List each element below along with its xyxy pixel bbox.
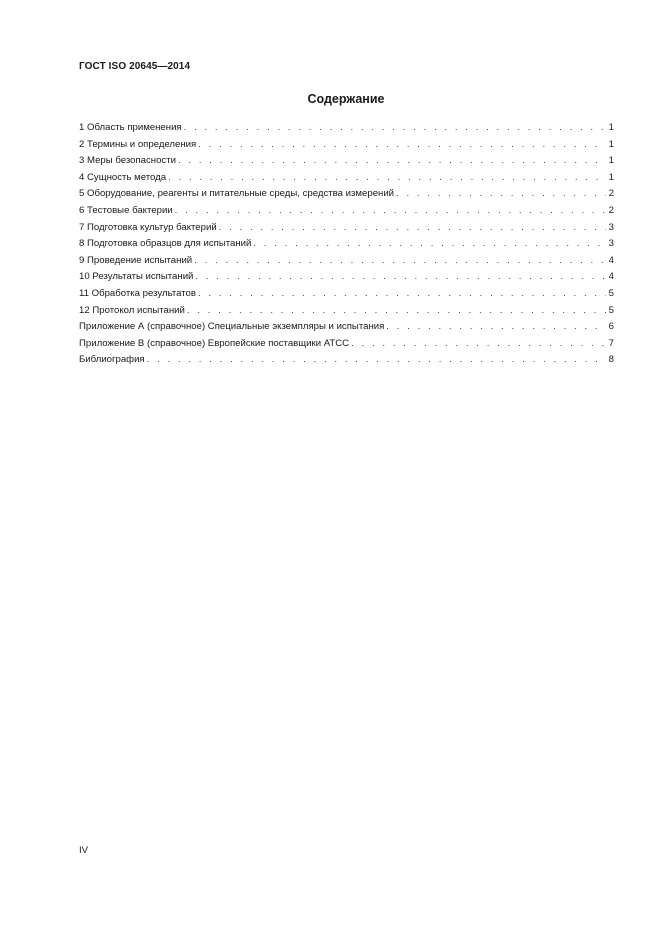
toc-entry-page: 2 <box>608 204 614 216</box>
toc-entry-label: 3 Меры безопасности <box>79 155 176 167</box>
document-header: ГОСТ ISO 20645—2014 <box>79 61 191 72</box>
toc-entry[interactable] <box>79 238 614 255</box>
toc-entry-label: Библиография <box>79 354 145 366</box>
toc-entry[interactable] <box>79 321 614 338</box>
toc-entry[interactable] <box>79 271 614 288</box>
toc-entry-label: 7 Подготовка культур бактерий <box>79 221 217 233</box>
toc-leader-dots <box>184 122 606 133</box>
toc-entry-page: 1 <box>608 122 614 133</box>
toc-entry-page: 7 <box>608 337 614 349</box>
toc-entry[interactable] <box>79 255 614 272</box>
toc-entry-label: 2 Термины и определения <box>79 138 197 150</box>
toc-entry[interactable] <box>79 155 614 172</box>
toc-entry[interactable] <box>79 139 614 156</box>
toc-leader-dots <box>351 338 606 349</box>
table-of-contents <box>79 122 614 371</box>
toc-entry-label: 6 Тестовые бактерии <box>79 204 173 216</box>
toc-entry[interactable] <box>79 222 614 239</box>
toc-leader-dots <box>175 205 606 216</box>
toc-entry-page: 3 <box>608 221 614 233</box>
toc-entry-page: 5 <box>608 287 614 299</box>
toc-entry-label: 10 Результаты испытаний <box>79 271 194 283</box>
toc-leader-dots <box>194 255 605 266</box>
toc-entry-label: Приложение В (справочное) Европейские поставщики АТСС <box>79 337 350 349</box>
page-number: IV <box>79 845 89 856</box>
toc-entry-label: 9 Проведение испытаний <box>79 254 193 266</box>
toc-entry[interactable] <box>79 172 614 189</box>
toc-entry-page: 3 <box>608 238 614 250</box>
toc-entry[interactable] <box>79 305 614 322</box>
toc-entry-page: 4 <box>608 271 614 283</box>
toc-leader-dots <box>178 155 606 166</box>
contents-title: Содержание <box>307 92 385 106</box>
toc-entry[interactable] <box>79 354 614 371</box>
toc-entry[interactable] <box>79 205 614 222</box>
toc-leader-dots <box>195 271 605 282</box>
toc-entry-label: Приложение А (справочное) Специальные экземпляры и испытания <box>79 321 385 333</box>
toc-entry-label: 4 Сущность метода <box>79 171 167 183</box>
toc-entry-label: 8 Подготовка образцов для испытаний <box>79 238 252 250</box>
toc-entry-label: 11 Обработка результатов <box>79 287 196 299</box>
toc-entry-label: 5 Оборудование, реагенты и питательные среды, средства измерений <box>79 188 395 200</box>
toc-entry-page: 8 <box>608 354 614 366</box>
toc-entry-label: 12 Протокол испытаний <box>79 304 185 316</box>
toc-leader-dots <box>219 222 606 233</box>
toc-entry[interactable] <box>79 188 614 205</box>
toc-entry[interactable] <box>79 288 614 305</box>
toc-leader-dots <box>147 354 606 365</box>
toc-leader-dots <box>198 288 606 299</box>
toc-leader-dots <box>198 139 605 150</box>
toc-leader-dots <box>386 321 605 332</box>
toc-entry-page: 5 <box>608 304 614 316</box>
toc-leader-dots <box>396 188 606 199</box>
toc-entry-page: 2 <box>608 188 614 200</box>
toc-entry-label: 1 Область применения <box>79 122 182 133</box>
toc-leader-dots <box>253 238 605 249</box>
toc-entry-page: 1 <box>608 155 614 167</box>
toc-entry-page: 6 <box>608 321 614 333</box>
toc-entry[interactable] <box>79 338 614 355</box>
toc-entry-page: 1 <box>608 138 614 150</box>
toc-leader-dots <box>187 305 606 316</box>
toc-leader-dots <box>168 172 606 183</box>
toc-entry-page: 1 <box>608 171 614 183</box>
toc-entry-page: 4 <box>608 254 614 266</box>
toc-entry[interactable] <box>79 122 614 139</box>
